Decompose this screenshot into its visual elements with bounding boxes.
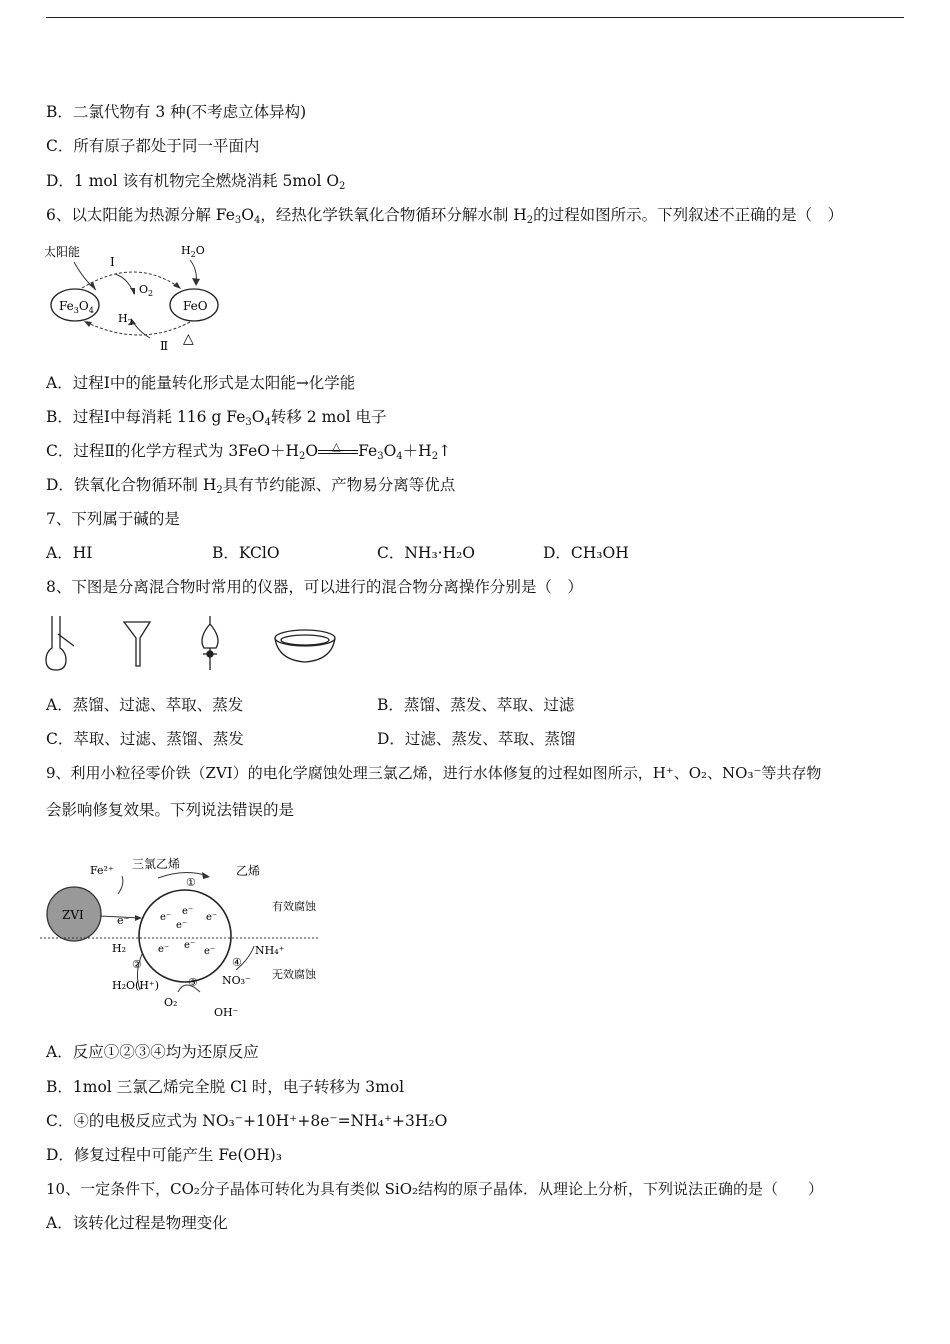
- tce-label: 三氯乙烯: [132, 857, 181, 871]
- step1-label: Ⅰ: [110, 255, 115, 269]
- funnel: [124, 622, 150, 666]
- step3-num: ③: [188, 976, 198, 989]
- q9-option-b: B．1mol 三氯乙烯完全脱 Cl 时，电子转移为 3mol: [46, 1078, 405, 1096]
- evaporating-dish: [275, 630, 335, 662]
- heat-symbol: △: [183, 331, 194, 347]
- solar-label: 太阳能: [44, 245, 81, 259]
- q6-option-a: A．过程Ⅰ中的能量转化形式是太阳能→化学能: [46, 374, 356, 392]
- q6-cycle-diagram: [40, 238, 240, 358]
- feo-label: FeO: [183, 299, 208, 313]
- distillation-flask: [46, 616, 74, 670]
- step2-label: Ⅱ: [160, 339, 169, 353]
- q7-option-c: C．NH₃·H₂O: [377, 544, 476, 562]
- step1-num: ①: [186, 876, 196, 889]
- effective-corrosion-label: 有效腐蚀: [272, 900, 316, 913]
- q7-stem: 7、下列属于碱的是: [46, 510, 180, 528]
- arrow-step1: [82, 272, 180, 288]
- q8-option-d: D．过滤、蒸发、萃取、蒸馏: [377, 730, 576, 748]
- fe3o4-label: $Fe_3O_4$: [59, 299, 94, 315]
- q9-option-a: A．反应①②③④均为还原反应: [46, 1043, 259, 1061]
- step4-num: ④: [232, 956, 242, 969]
- oh-label: OH⁻: [214, 1006, 239, 1019]
- water-label: $H_2O$: [181, 244, 205, 259]
- q5-option-d: D．1 mol 该有机物完全燃烧消耗 5mol $O_2$: [46, 172, 346, 192]
- q6-option-b: B．过程Ⅰ中每消耗 116 g $Fe_3O_4$转移 2 mol 电子: [46, 408, 387, 428]
- electron-transfer: e⁻: [117, 914, 130, 927]
- o2-label: O₂: [164, 996, 178, 1009]
- h2-label: $H_2$: [118, 312, 133, 327]
- q8-option-a: A．蒸馏、过滤、萃取、蒸发: [46, 696, 244, 714]
- q6-option-d: D．铁氧化合物循环制 $H_2$具有节约能源、产物易分离等优点: [46, 476, 456, 496]
- q9-option-d: D．修复过程中可能产生 Fe(OH)₃: [46, 1146, 282, 1164]
- q7-option-d: D．CH₃OH: [543, 544, 629, 562]
- ineffective-corrosion-label: 无效腐蚀: [272, 968, 316, 981]
- svg-text:e⁻: e⁻: [176, 920, 188, 931]
- q7-option-b: B．KClO: [212, 544, 280, 562]
- q8-stem: 8、下图是分离混合物时常用的仪器，可以进行的混合物分离操作分别是（ ）: [46, 578, 583, 596]
- step2-num: ②: [132, 958, 142, 971]
- q7-option-a: A．HI: [46, 544, 93, 562]
- svg-text:e⁻: e⁻: [182, 906, 194, 917]
- nh4-label: NH₄⁺: [255, 944, 285, 957]
- ethylene-label: 乙烯: [236, 864, 261, 878]
- q10-stem: 10、一定条件下，CO₂分子晶体可转化为具有类似 SiO₂结构的原子晶体．从理论上分析，下列说法正确的是（ ）: [46, 1180, 824, 1198]
- o2-label: $O_2$: [139, 283, 154, 298]
- q10-option-a: A．该转化过程是物理变化: [46, 1214, 228, 1232]
- q6-option-c: C．过程Ⅱ的化学方程式为 $3FeO+H_2O$ △ $Fe_3O_4+H_2↑$: [46, 440, 452, 462]
- q9-option-c: C．④的电极反应式为 NO₃⁻+10H⁺+8e⁻=NH₄⁺+3H₂O: [46, 1112, 448, 1130]
- q8-option-b: B．蒸馏、蒸发、萃取、过滤: [377, 696, 575, 714]
- water-proton-label: H₂O(H⁺): [112, 979, 160, 992]
- svg-text:e⁻: e⁻: [206, 912, 218, 923]
- q9-stem-line1: 9、利用小粒径零价铁（ZVI）的电化学腐蚀处理三氯乙烯，进行水体修复的过程如图所示，H⁺、O₂、NO₃⁻等共存物: [46, 764, 822, 782]
- zvi-label: ZVI: [62, 908, 84, 922]
- header-rule: [46, 17, 904, 18]
- q8-option-c: C．萃取、过滤、蒸馏、蒸发: [46, 730, 244, 748]
- q8-apparatus: [40, 612, 340, 674]
- svg-text:e⁻: e⁻: [204, 946, 216, 957]
- no3-label: NO₃⁻: [222, 974, 251, 987]
- q6-stem: 6、以太阳能为热源分解 $Fe_3O_4$，经热化学铁氧化合物循环分解水制 $H_2$的过程如图所示。下列叙述不正确的是（ ）: [46, 206, 844, 226]
- q9-zvi-diagram: [40, 850, 340, 1020]
- svg-text:e⁻: e⁻: [184, 940, 196, 951]
- fe2-label: Fe²⁺: [90, 864, 114, 877]
- q5-option-b: B．二氯代物有 3 种(不考虑立体异构): [46, 103, 307, 121]
- svg-text:e⁻: e⁻: [158, 944, 170, 955]
- q9-stem-line2: 会影响修复效果。下列说法错误的是: [46, 801, 295, 819]
- h2-product-label: H₂: [112, 942, 127, 955]
- iron-surface: [139, 890, 231, 982]
- q5-option-c: C．所有原子都处于同一平面内: [46, 137, 260, 155]
- separatory-funnel: [202, 616, 218, 670]
- svg-text:e⁻: e⁻: [160, 912, 172, 923]
